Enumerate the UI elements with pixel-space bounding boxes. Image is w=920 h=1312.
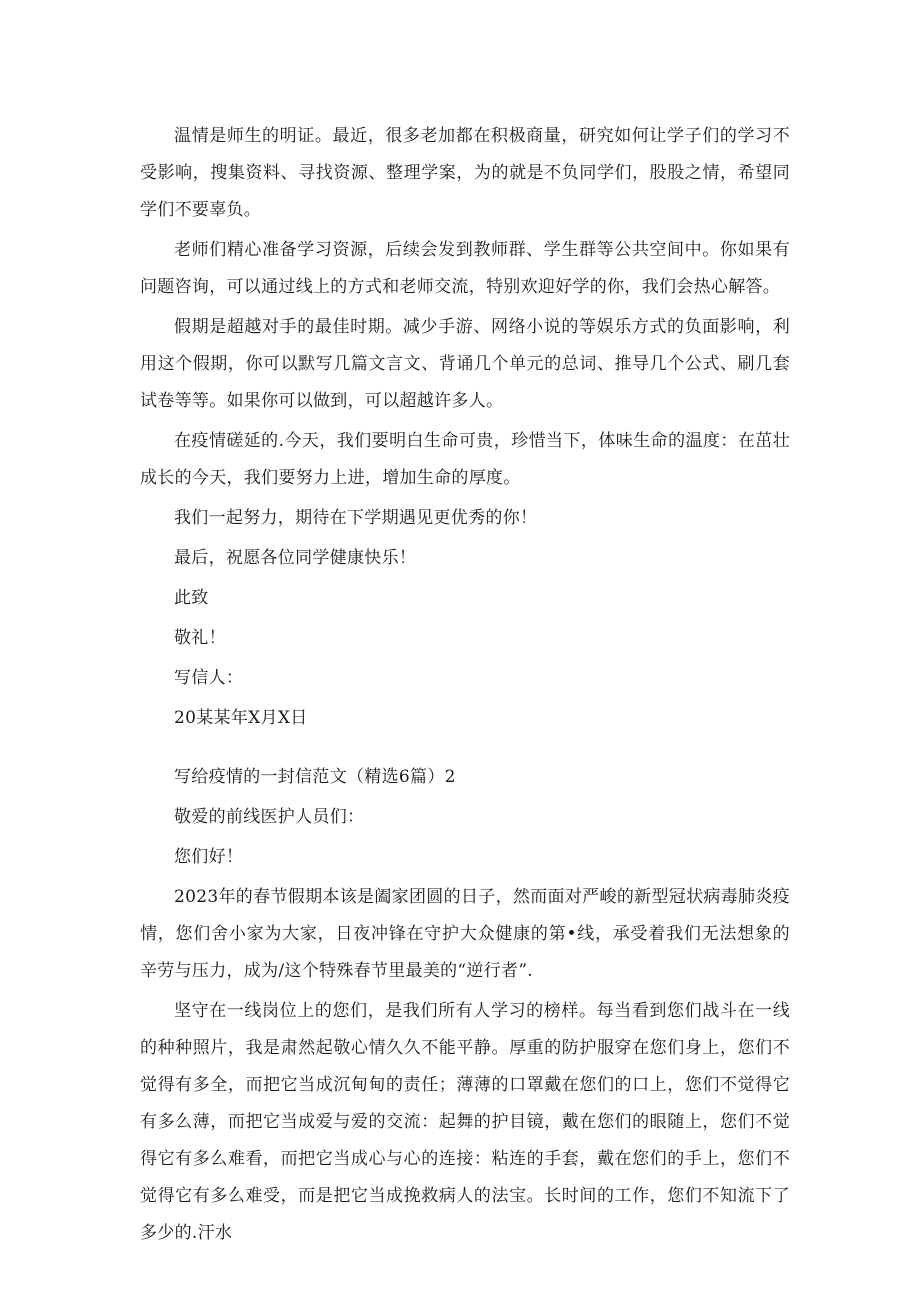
paragraph-role-model: 坚守在一线岗位上的您们，是我们所有人学习的榜样。每当看到您们战斗在一线的种种照片，我是肃然起敬心情久久不能平静。厚重的防护服穿在您们身上，您们不觉得有多全，而把它当成沉甸甸的责任；薄薄的口罩戴在您们的口上，您们不觉得它有多么薄，而把它当成爱与爱的交流：起舞的护目镜，戴在您们的眼随上，您们不觉得它有多么难看，而把它当成心与心的连接：粘连的手套，戴在您们的手上，您们不觉得它有多么难受，而是把它当成挽救病人的法宝。长时间的工作，您们不知流下了多少的.汗水 [140,1001,790,1243]
paragraph-holiday: 假期是超越对手的最佳时期。减少手游、网络小说的等娱乐方式的负面影响，利用这个假期，你可以默写几篇文言文、背诵几个单元的总词、推导几个公式、刷几套试卷等等。如果你可以做到，可以超越许多人。 [140,317,790,411]
page-bottom-margin [140,1252,790,1312]
closing-cizhi: 此致 [174,588,209,608]
paragraph-together: 我们一起努力，期待在下学期遇见更优秀的你！ [174,508,538,528]
section-title: 写给疫情的一封信范文（精选6篇）2 [174,767,456,787]
signature-date: 20某某年X月X日 [174,708,308,728]
paragraph-resources: 老师们精心准备学习资源，后续会发到教师群、学生群等公共空间中。你如果有问题咨询，可以通过线上的方式和老师交流，特别欢迎好学的你，我们会热心解答。 [140,240,790,297]
signature-writer: 写信人： [174,668,244,688]
paragraph-spring-festival: 2023年的春节假期本该是阖家团圆的日子，然而面对严峻的新型冠状病毒肺炎疫情，您们舍小家为大家，日夜冲锋在守护大众健康的第•线，承受着我们无法想象的辛劳与压力，成为/这个特殊春节里最美的“逆行者”. [140,887,790,981]
paragraph-wishes: 最后，祝愿各位同学健康快乐！ [174,548,417,568]
greeting: 您们好！ [174,847,244,867]
paragraph-teachers-care: 温情是师生的明证。最近，很多老加都在积极商量，研究如何让学子们的学习不受影响，搜集资料、寻找资源、整理学案，为的就是不负同学们，股股之情，希望同学们不要辜负。 [140,126,790,220]
paragraph-life: 在疫情磋延的.今天，我们要明白生命可贵，珍惜当下，体味生命的温度：在茁壮成长的今天，我们要努力上进，增加生命的厚度。 [140,431,790,488]
document-body [140,118,790,1312]
closing-jingli: 敬礼！ [174,628,226,648]
salutation: 敬爱的前线医护人员们： [174,807,365,827]
